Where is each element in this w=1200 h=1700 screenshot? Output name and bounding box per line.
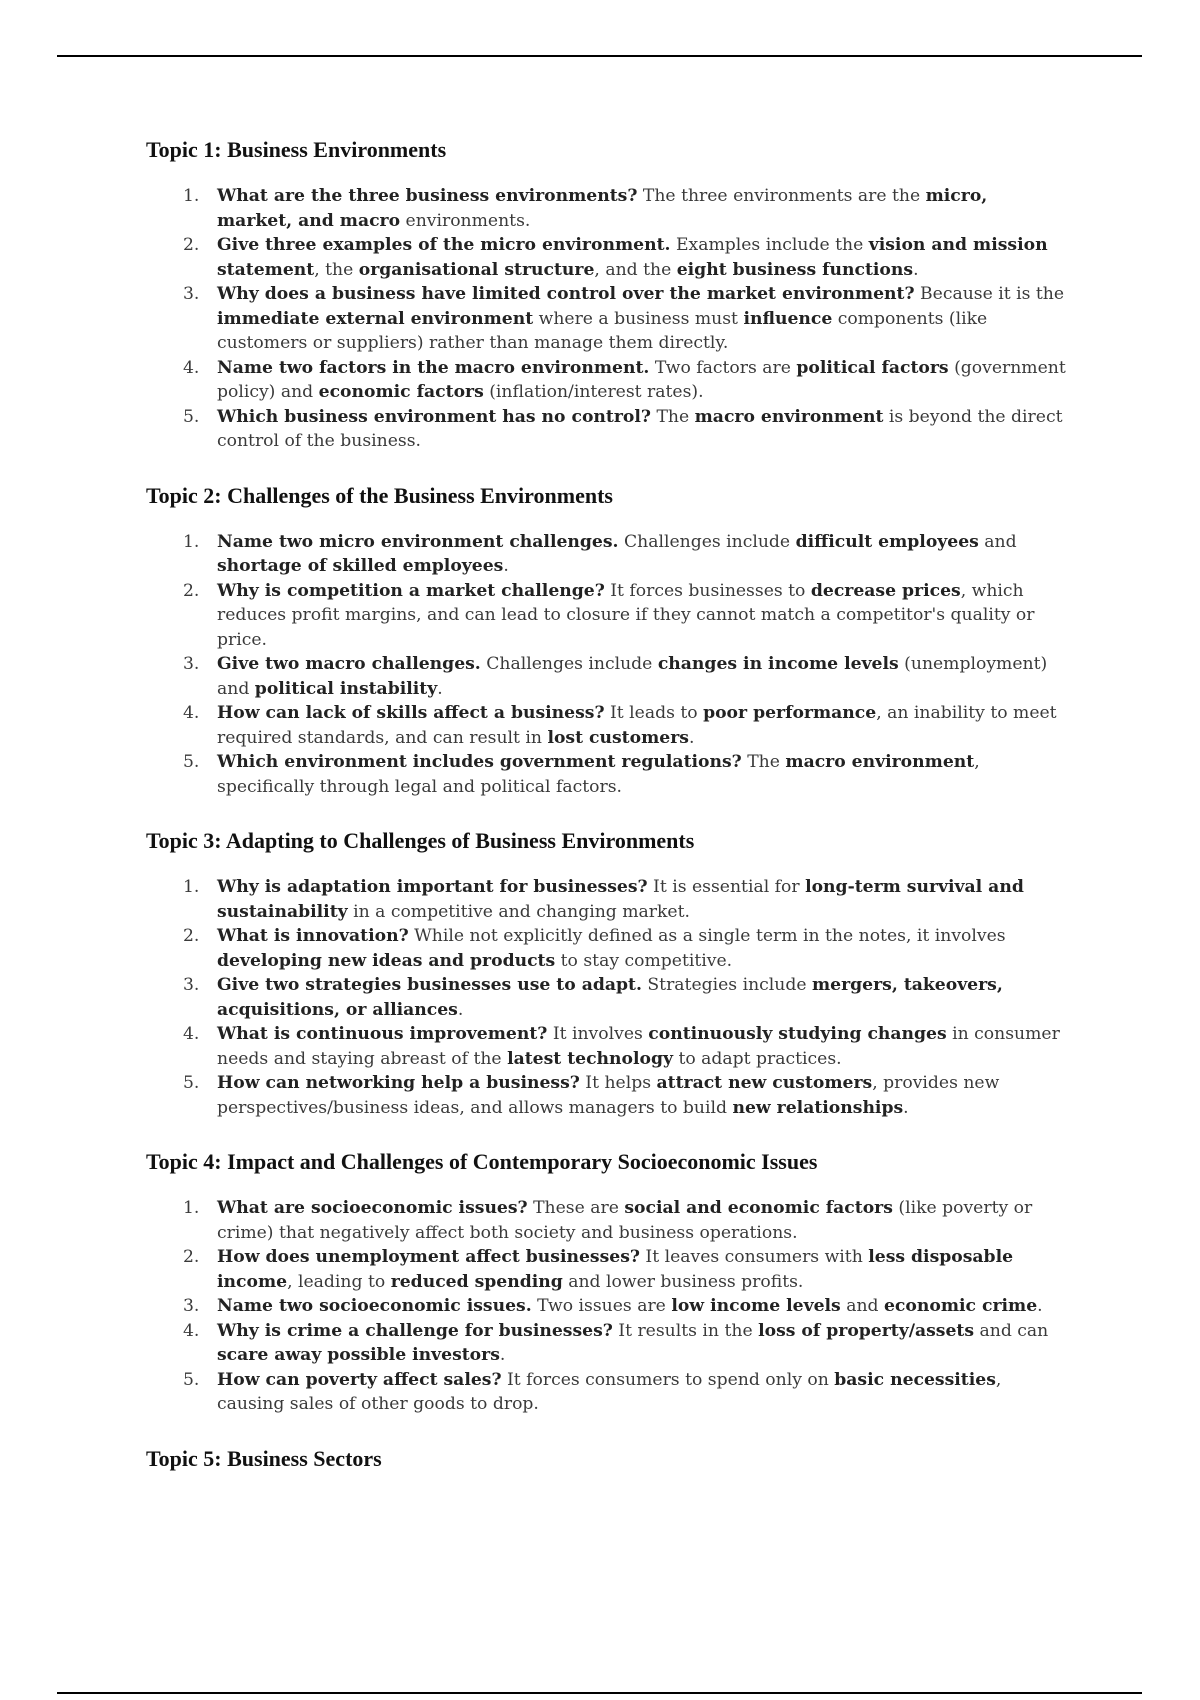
answer-segment: (unemployment) and — [217, 654, 1048, 699]
answer-segment: and — [978, 531, 1017, 552]
item-number: 4. — [183, 357, 200, 378]
question-text: Give two macro challenges. — [217, 654, 481, 674]
item-number: 3. — [183, 1296, 200, 1316]
question-text: What are socioeconomic issues? — [217, 1198, 528, 1218]
answer-emphasis: loss of property/assets — [758, 1320, 975, 1341]
answer-emphasis: vision and mission statement — [217, 235, 1048, 280]
item-number: 2. — [183, 235, 200, 255]
answer-emphasis: new relationships — [732, 1097, 904, 1118]
answer-emphasis: mergers, takeovers, acquisitions, or alliances — [217, 975, 1003, 1020]
question-text: Why does a business have limited control over the market environment? — [217, 284, 915, 304]
answer-emphasis: macro environment — [694, 406, 884, 427]
footer-rule — [57, 1692, 1142, 1694]
answer-segment: , and the — [594, 259, 677, 280]
list-item — [146, 973, 1066, 1022]
answer-segment: (like poverty or crime) that negatively affect both society and business operations. — [217, 1198, 1033, 1243]
answer-segment: . — [903, 1097, 909, 1118]
answer-emphasis: latest technology — [507, 1048, 673, 1069]
answer-segment: It leaves consumers with — [639, 1247, 869, 1267]
answer-emphasis: decrease prices — [810, 580, 961, 601]
item-number: 3. — [183, 975, 200, 995]
list-item — [146, 750, 1066, 799]
answer-emphasis: macro environment — [785, 752, 975, 772]
question-text: How does unemployment affect businesses? — [217, 1247, 640, 1267]
question-text: How can networking help a business? — [217, 1073, 580, 1093]
answer-segment: components (like customers or suppliers) rather than manage them directly. — [217, 308, 988, 353]
answer-segment: , specifically through legal and political factors. — [217, 752, 980, 797]
answer-emphasis: developing new ideas and products — [217, 950, 556, 971]
answer-segment: Challenges include — [480, 654, 658, 674]
answer-segment: It results in the — [612, 1320, 759, 1341]
topic-heading: Topic 1: Business Environments — [146, 137, 447, 162]
answer-segment: in a competitive and changing market. — [347, 901, 690, 922]
item-number: 4. — [183, 1320, 200, 1341]
answer-emphasis: less disposable income — [217, 1247, 1014, 1292]
answer-emphasis: scare away possible investors — [217, 1345, 500, 1365]
list-item — [146, 1022, 1066, 1071]
topic-heading: Topic 2: Challenges of the Business Environments — [146, 482, 613, 508]
answer-segment: is beyond the direct control of the business. — [217, 406, 1063, 451]
answer-emphasis: shortage of skilled employees — [217, 556, 504, 576]
answer-segment: . — [688, 727, 695, 748]
topic-heading: Topic 5: Business Sectors — [146, 1445, 382, 1471]
answer-segment: The three environments are the — [637, 186, 926, 206]
answer-emphasis: micro, market, and macro — [217, 186, 988, 231]
answer-segment: and — [840, 1296, 884, 1316]
answer-segment: These are — [527, 1198, 625, 1218]
answer-segment: , provides new perspectives/business ideas, and allows managers to build — [217, 1073, 1000, 1118]
list-item — [146, 579, 1066, 653]
item-number: 1. — [183, 186, 200, 206]
answer-segment: where a business must — [533, 308, 744, 329]
answer-segment: to stay competitive. — [555, 950, 733, 971]
answer-segment: The — [741, 752, 786, 772]
answer-segment: . — [437, 678, 443, 699]
answer-segment: The — [650, 406, 695, 427]
answer-segment: environments. — [400, 210, 531, 231]
answer-segment: . — [499, 1345, 506, 1365]
answer-segment: While not explicitly defined as a single term in the notes, it involves — [408, 926, 1006, 946]
list-item — [146, 924, 1066, 973]
topic-section — [146, 1148, 1066, 1417]
answer-emphasis: economic factors — [318, 382, 484, 402]
answer-emphasis: low income levels — [671, 1296, 841, 1316]
answer-segment: . — [1037, 1296, 1043, 1316]
question-list — [146, 184, 1066, 454]
item-number: 5. — [183, 1073, 200, 1093]
answer-emphasis: political factors — [796, 357, 949, 378]
list-item — [146, 282, 1066, 356]
answer-segment: Because it is the — [914, 284, 1065, 304]
question-text: Why is crime a challenge for businesses? — [217, 1320, 613, 1341]
answer-emphasis: reduced spending — [390, 1271, 563, 1292]
topic-heading: Topic 4: Impact and Challenges of Contemporary Socioeconomic Issues — [146, 1149, 818, 1174]
answer-segment: , leading to — [287, 1271, 391, 1292]
document-body — [146, 136, 1066, 1493]
question-text: How can lack of skills affect a business? — [217, 703, 605, 723]
answer-segment: Challenges include — [618, 531, 796, 552]
item-number: 1. — [183, 877, 200, 897]
answer-emphasis: basic necessities — [834, 1369, 996, 1390]
answer-segment: Strategies include — [641, 975, 812, 995]
answer-segment: and can — [974, 1320, 1049, 1341]
answer-emphasis: economic crime — [884, 1296, 1038, 1316]
answer-emphasis: influence — [743, 308, 833, 329]
list-item — [146, 1245, 1066, 1294]
answer-emphasis: political instability — [254, 678, 438, 699]
question-text: Give three examples of the micro environment. — [217, 235, 671, 255]
answer-segment: to adapt practices. — [673, 1048, 842, 1069]
answer-segment: in consumer needs and staying abreast of the — [217, 1024, 1060, 1069]
answer-segment: It forces consumers to spend only on — [501, 1369, 835, 1390]
item-number: 5. — [183, 1369, 200, 1390]
answer-segment: It forces businesses to — [604, 580, 811, 601]
question-text: Name two socioeconomic issues. — [217, 1296, 532, 1316]
question-list — [146, 1196, 1066, 1417]
question-text: How can poverty affect sales? — [217, 1369, 502, 1390]
topic-section — [146, 827, 1066, 1120]
answer-text — [532, 1296, 1043, 1316]
answer-emphasis: long-term survival and sustainability — [217, 877, 1024, 922]
answer-segment: and lower business profits. — [562, 1271, 804, 1292]
list-item — [146, 652, 1066, 701]
list-item — [146, 1294, 1066, 1319]
question-text: What are the three business environments? — [217, 186, 638, 206]
item-number: 4. — [183, 703, 200, 723]
answer-emphasis: lost customers — [547, 727, 689, 748]
item-number: 5. — [183, 752, 200, 772]
answer-emphasis: attract new customers — [656, 1073, 873, 1093]
answer-emphasis: organisational structure — [358, 259, 595, 280]
answer-segment: Two issues are — [531, 1296, 672, 1316]
item-number: 1. — [183, 1198, 200, 1218]
answer-emphasis: social and economic factors — [624, 1198, 893, 1218]
topic-section — [146, 482, 1066, 800]
question-text: Which business environment has no control? — [217, 406, 651, 427]
list-item — [146, 530, 1066, 579]
question-text: Why is competition a market challenge? — [217, 580, 605, 601]
question-text: What is innovation? — [217, 926, 409, 946]
list-item — [146, 233, 1066, 282]
answer-segment: Two factors are — [649, 357, 797, 378]
answer-segment: , causing sales of other goods to drop. — [217, 1369, 1002, 1414]
question-text: Name two factors in the macro environment. — [217, 357, 650, 378]
item-number: 3. — [183, 284, 200, 304]
question-text: What is continuous improvement? — [217, 1024, 548, 1044]
answer-emphasis: difficult employees — [795, 531, 979, 552]
answer-segment: (inflation/interest rates). — [483, 382, 704, 402]
question-text: Give two strategies businesses use to adapt. — [217, 975, 642, 995]
topic-heading: Topic 3: Adapting to Challenges of Business Environments — [146, 828, 695, 853]
answer-emphasis: poor performance — [703, 703, 877, 723]
answer-segment: It involves — [547, 1024, 649, 1044]
item-number: 2. — [183, 926, 200, 946]
question-list — [146, 530, 1066, 800]
answer-segment: It is essential for — [647, 877, 806, 897]
list-item — [146, 1071, 1066, 1120]
list-item — [146, 184, 1066, 233]
question-text: Which environment includes government regulations? — [217, 752, 742, 772]
answer-segment: , the — [314, 259, 359, 280]
answer-segment: It leads to — [604, 703, 704, 723]
answer-segment: Examples include the — [670, 235, 869, 255]
answer-segment: (government policy) and — [217, 357, 1066, 402]
list-item — [146, 356, 1066, 405]
question-text: Why is adaptation important for businesses? — [217, 877, 648, 897]
list-item — [146, 701, 1066, 750]
answer-emphasis: continuously studying changes — [648, 1024, 947, 1044]
item-number: 5. — [183, 406, 200, 427]
item-number: 4. — [183, 1024, 200, 1044]
question-list — [146, 875, 1066, 1120]
topic-section — [146, 136, 1066, 454]
answer-segment: . — [913, 259, 919, 280]
item-number: 1. — [183, 531, 200, 552]
list-item — [146, 1319, 1066, 1368]
answer-segment: . — [503, 556, 509, 576]
question-text: Name two micro environment challenges. — [217, 531, 619, 552]
item-number: 2. — [183, 580, 200, 601]
item-number: 3. — [183, 654, 200, 674]
list-item — [146, 1196, 1066, 1245]
answer-segment: , which reduces profit margins, and can lead to closure if they cannot match a competitor's quality or price. — [217, 580, 1035, 650]
answer-segment: It helps — [579, 1073, 657, 1093]
list-item — [146, 1368, 1066, 1417]
topic-section — [146, 1445, 1066, 1473]
item-number: 2. — [183, 1247, 200, 1267]
answer-segment: , an inability to meet required standards, and can result in — [217, 703, 1057, 748]
list-item — [146, 405, 1066, 454]
answer-emphasis: eight business functions — [676, 259, 914, 280]
header-rule — [57, 55, 1142, 57]
answer-segment: . — [457, 999, 464, 1020]
answer-emphasis: immediate external environment — [217, 308, 534, 329]
list-item — [146, 875, 1066, 924]
answer-emphasis: changes in income levels — [657, 654, 899, 674]
